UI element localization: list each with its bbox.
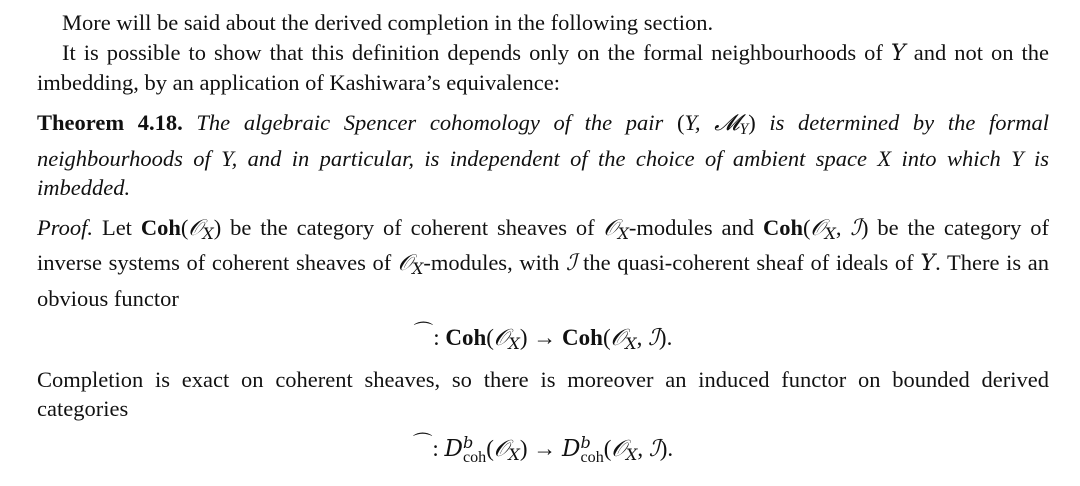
theorem-statement: The algebraic Spencer cohomology of the pair (Y, 𝓜$_Y$) is determined by the formal neighbourhoods of Y, and in particular, is independent of the choice of ambient space X into which Y is imbedded. <box>37 109 1049 201</box>
kashiwara-paragraph: It is possible to show that this definition depends only on the formal neighbourhoods of Y and not on the imbedding, by an application of Kashiwara’s equivalence: <box>37 39 1049 95</box>
theorem-block <box>37 108 1049 203</box>
proof-label: Proof. <box>37 214 94 240</box>
intro-sentence: More will be said about the derived completion in the following section. <box>62 10 714 35</box>
theorem-label: Theorem 4.18. <box>37 109 183 135</box>
proof-block: Proof. Let Coh(𝒪$_X$) be the category of coherent sheaves of 𝒪$_X$-modules and Coh(𝒪$_X$, ℐ) be the category of inverse systems of coherent sheaves of 𝒪$_X$-modules, with ℐ the quasi-coherent sheaf of ideals of Y. There is an obvious functor <box>37 214 1049 311</box>
hat-icon: ⌒ <box>412 430 433 454</box>
completion-functor-display: ⌒: Coh(𝒪$_X$) → Coh(𝒪$_X$, ℐ). <box>413 320 673 354</box>
derived-functor-display: ⌒: D b coh (𝒪$_X$) → D b coh (𝒪$_X$, ℐ). <box>412 430 674 466</box>
completion-exact-paragraph: Completion is exact on coherent sheaves, so there is moreover an induced functor on bounded derived categories <box>37 366 1049 422</box>
hat-icon: ⌒ <box>413 320 434 344</box>
paper-page <box>37 8 1049 475</box>
